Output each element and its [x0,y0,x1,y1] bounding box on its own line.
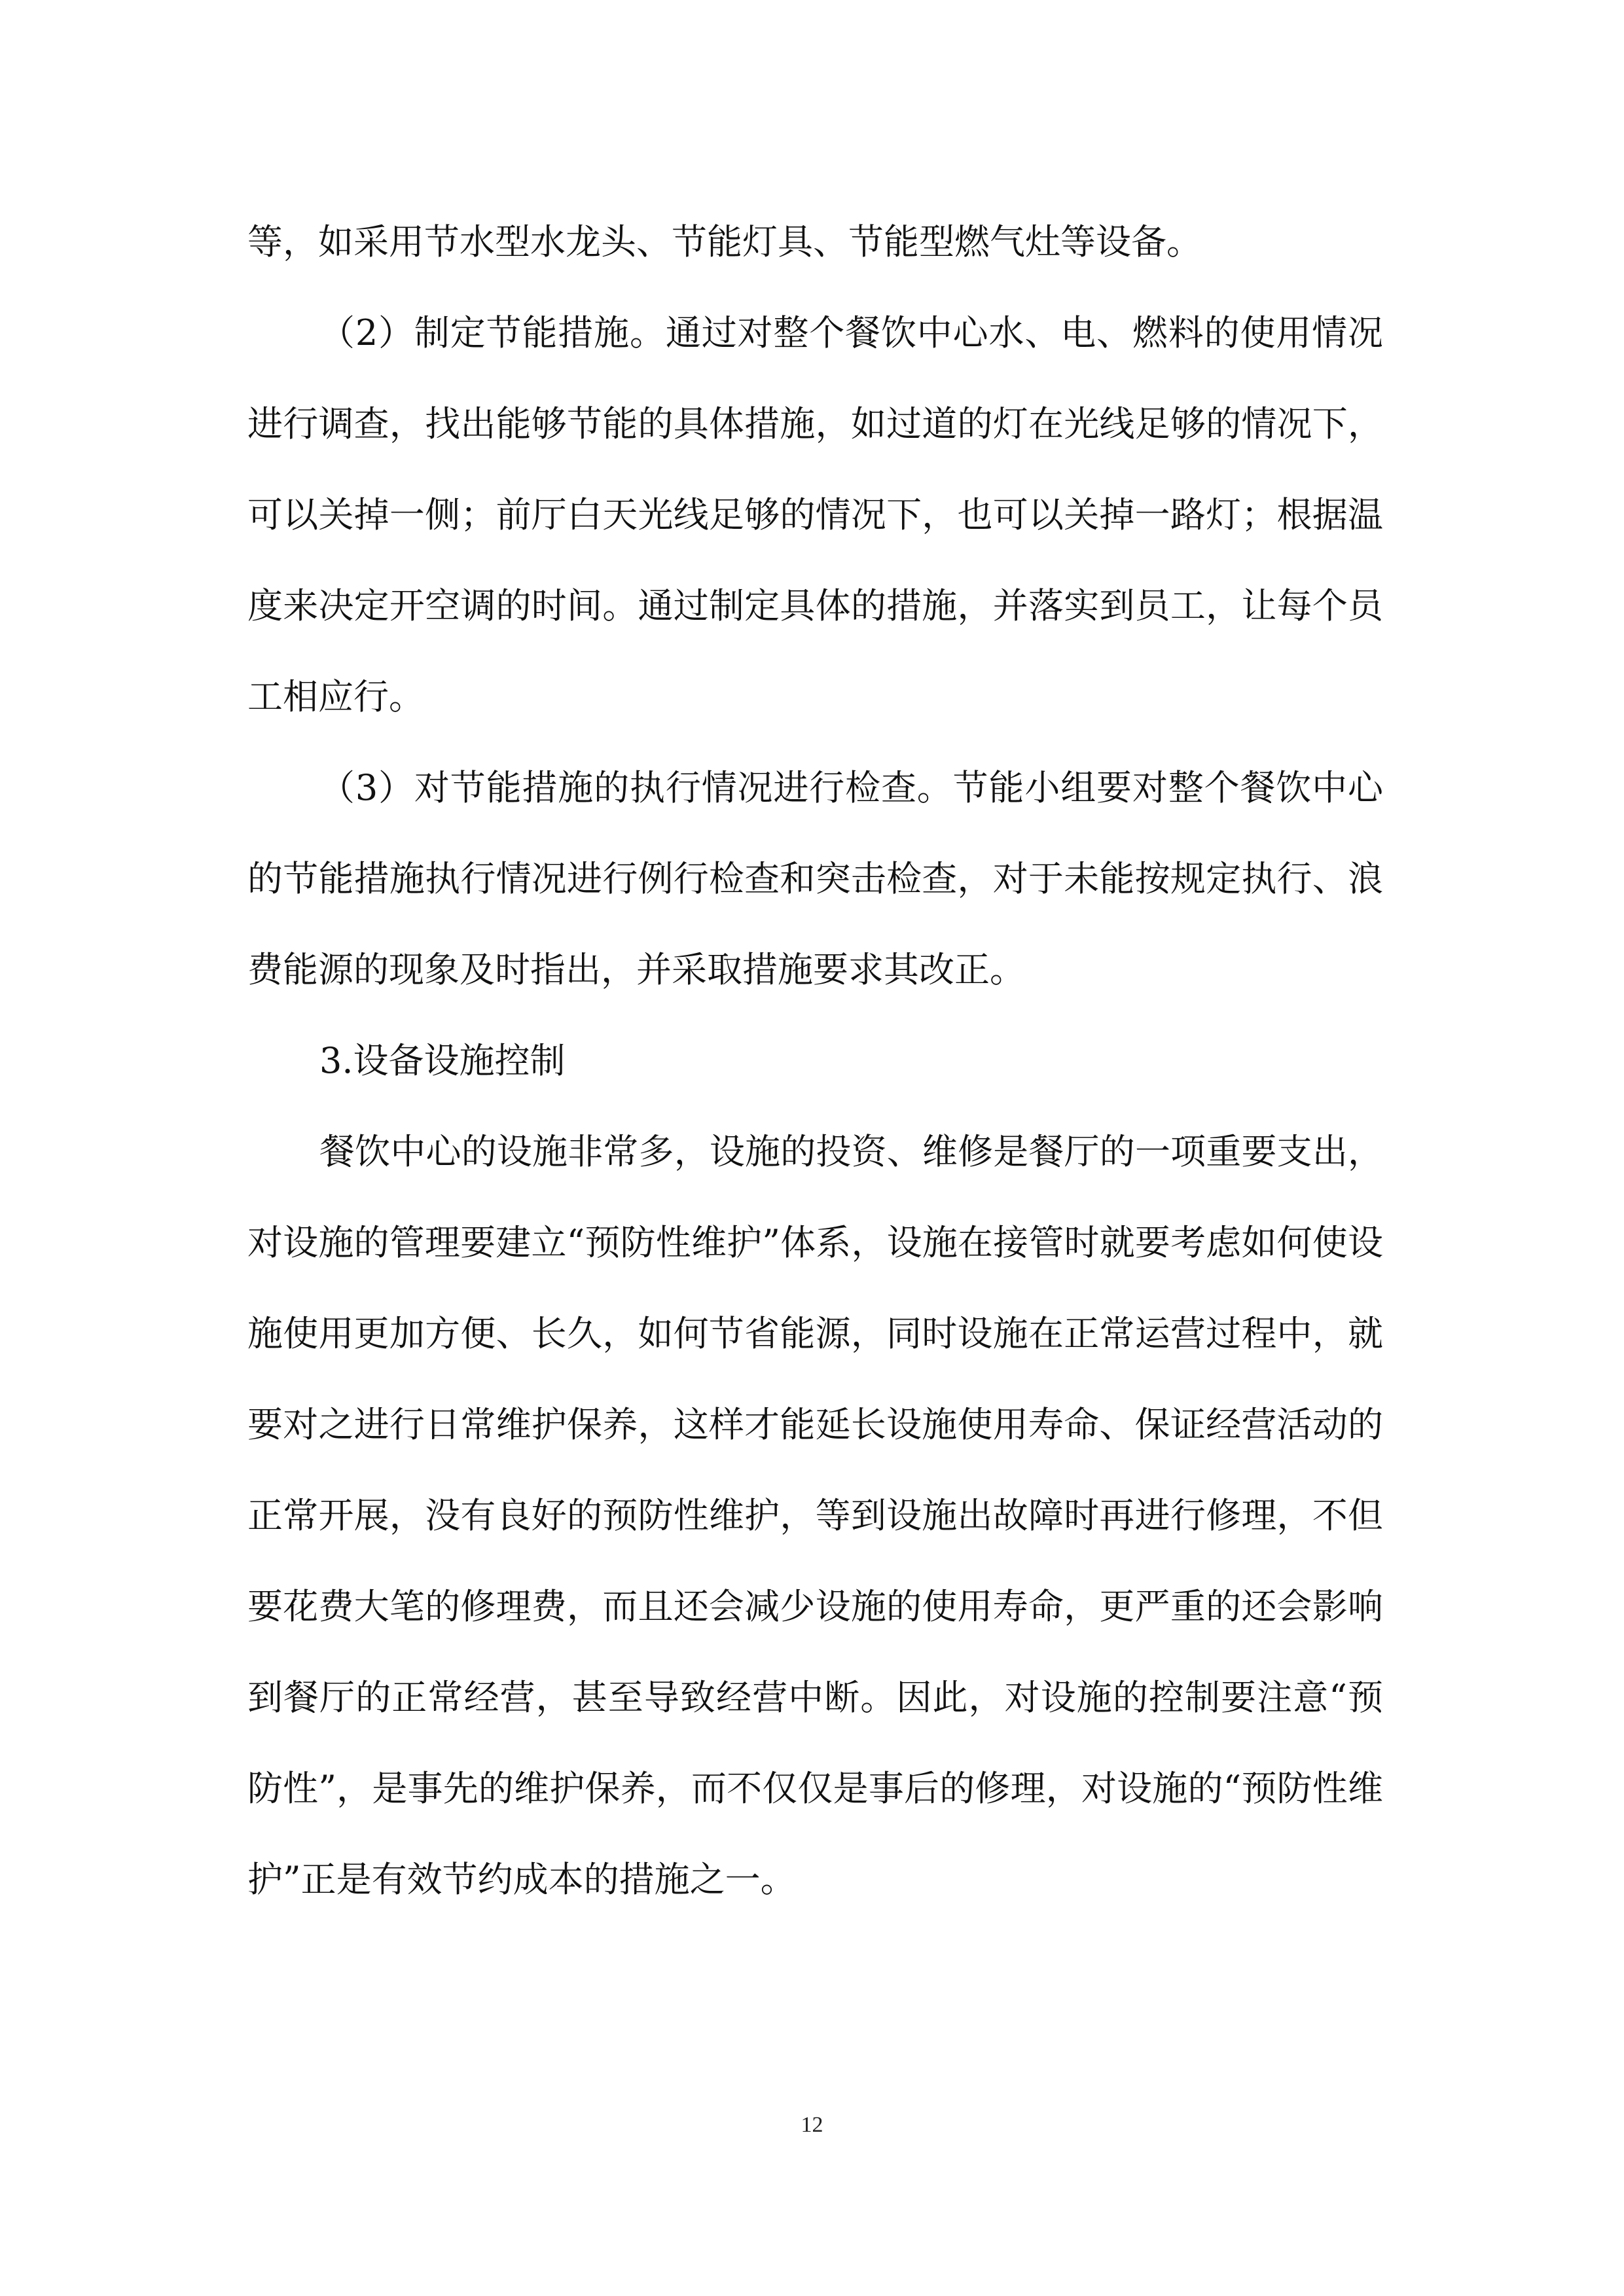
page-number: 12 [801,2113,823,2137]
paragraph-energy-inspection: （3）对节能措施的执行情况进行检查。节能小组要对整个餐饮中心的节能措施执行情况进行例行检查和突击检查，对于未能按规定执行、浪费能源的现象及时指出，并采取措施要求其改正。 [247,767,1383,990]
section-heading-equipment-control: 3.设备设施控制 [319,1040,566,1081]
page-body [247,196,1383,1925]
paragraph-energy-measures: （2）制定节能措施。通过对整个餐饮中心水、电、燃料的使用情况进行调查，找出能够节能的具体措施，如过道的灯在光线足够的情况下，可以关掉一侧；前厅白天光线足够的情况下，也可以关掉一路灯；根据温度来决定开空调的时间。通过制定具体的措施，并落实到员工，让每个员工相应行。 [247,312,1383,717]
paragraph-continuation: 等，如采用节水型水龙头、节能灯具、节能型燃气灶等设备。 [247,221,1202,262]
paragraph-equipment-maintenance: 餐饮中心的设施非常多，设施的投资、维修是餐厅的一项重要支出，对设施的管理要建立“预防性维护”体系，设施在接管时就要考虑如何使设施使用更加方便、长久，如何节省能源，同时设施在正常运营过程中，就要对之进行日常维护保养，这样才能延长设施使用寿命、保证经营活动的正常开展，没有良好的预防性维护，等到设施出故障时再进行修理，不但要花费大笔的修理费，而且还会减少设施的使用寿命，更严重的还会影响到餐厅的正常经营，甚至导致经营中断。因此，对设施的控制要注意“预防性”，是事先的维护保养，而不仅仅是事后的修理，对设施的“预防性维护”正是有效节约成本的措施之一。 [247,1131,1383,1900]
